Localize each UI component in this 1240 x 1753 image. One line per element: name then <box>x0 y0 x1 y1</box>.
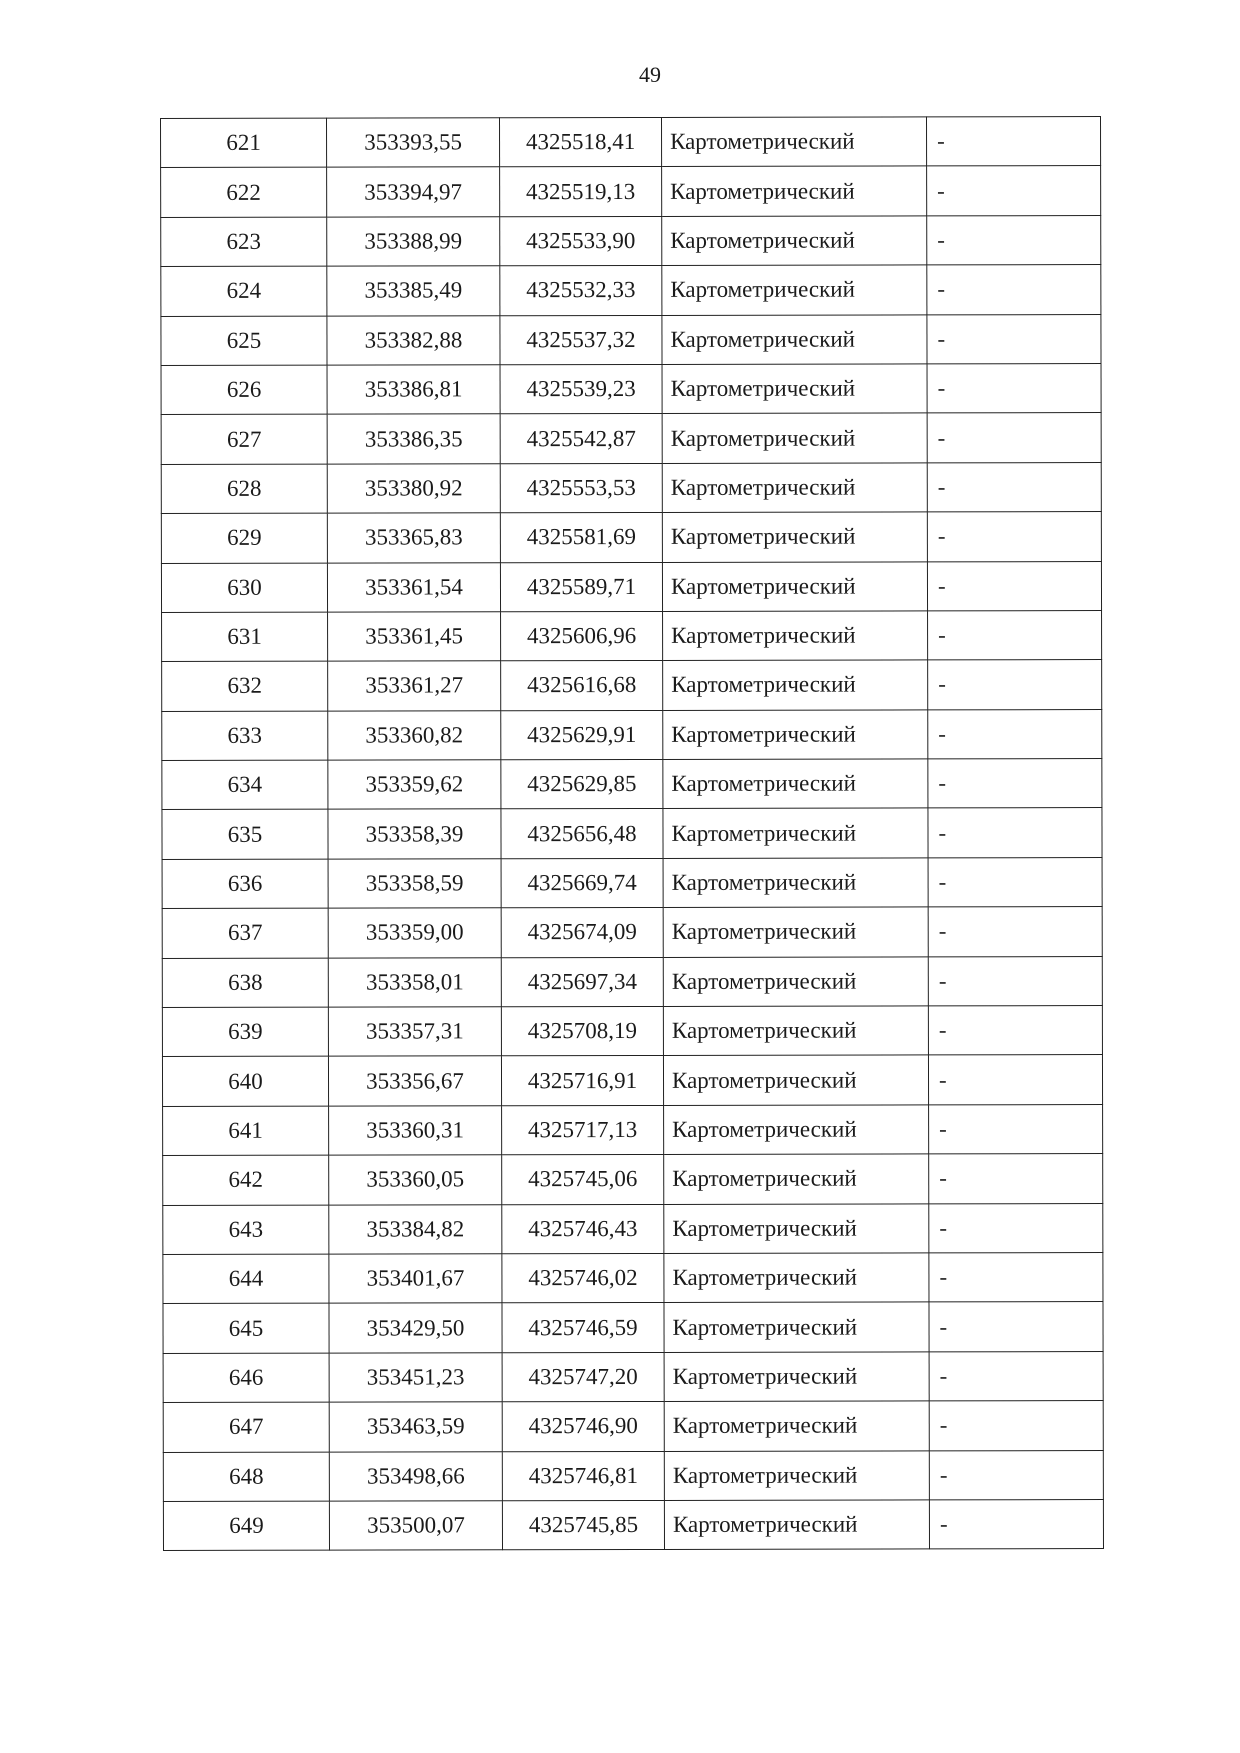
y-coordinate-cell: 4325745,06 <box>502 1155 664 1205</box>
note-cell: - <box>927 363 1101 413</box>
point-number-cell: 649 <box>163 1501 329 1551</box>
note-cell: - <box>929 1154 1103 1204</box>
note-cell: - <box>929 1253 1103 1303</box>
method-cell: Картометрический <box>662 364 927 414</box>
x-coordinate-cell: 353358,39 <box>328 809 501 859</box>
y-coordinate-cell: 4325537,32 <box>500 315 662 365</box>
x-coordinate-cell: 353401,67 <box>329 1254 502 1304</box>
method-cell: Картометрический <box>663 907 928 957</box>
x-coordinate-cell: 353380,92 <box>327 464 500 514</box>
y-coordinate-cell: 4325656,48 <box>501 809 663 859</box>
x-coordinate-cell: 353386,81 <box>327 365 500 415</box>
method-cell: Картометрический <box>664 1302 929 1352</box>
x-coordinate-cell: 353388,99 <box>327 217 500 267</box>
point-number-cell: 637 <box>162 908 328 958</box>
y-coordinate-cell: 4325606,96 <box>501 611 663 661</box>
method-cell: Картометрический <box>662 166 927 216</box>
x-coordinate-cell: 353498,66 <box>329 1451 502 1501</box>
x-coordinate-cell: 353451,23 <box>329 1353 502 1403</box>
table-row <box>161 413 1101 464</box>
table-row <box>162 808 1102 859</box>
x-coordinate-cell: 353356,67 <box>328 1056 501 1106</box>
y-coordinate-cell: 4325745,85 <box>502 1500 664 1550</box>
method-cell: Картометрический <box>664 1500 929 1550</box>
x-coordinate-cell: 353463,59 <box>329 1402 502 1452</box>
point-number-cell: 646 <box>163 1353 329 1403</box>
x-coordinate-cell: 353394,97 <box>327 167 500 217</box>
y-coordinate-cell: 4325629,91 <box>501 710 663 760</box>
note-cell: - <box>928 610 1102 660</box>
table-row <box>162 956 1102 1007</box>
y-coordinate-cell: 4325518,41 <box>500 117 662 167</box>
note-cell: - <box>929 1401 1103 1451</box>
method-cell: Картометрический <box>661 117 926 167</box>
note-cell: - <box>929 1203 1103 1253</box>
x-coordinate-cell: 353358,01 <box>328 957 501 1007</box>
point-number-cell: 643 <box>163 1205 329 1255</box>
note-cell: - <box>928 857 1102 907</box>
table-row <box>162 857 1102 908</box>
point-number-cell: 621 <box>161 118 327 168</box>
point-number-cell: 629 <box>161 513 327 563</box>
y-coordinate-cell: 4325539,23 <box>500 364 662 414</box>
y-coordinate-cell: 4325553,53 <box>500 463 662 513</box>
method-cell: Картометрический <box>662 463 927 513</box>
point-number-cell: 627 <box>161 414 327 464</box>
y-coordinate-cell: 4325746,81 <box>502 1451 664 1501</box>
point-number-cell: 641 <box>163 1106 329 1156</box>
method-cell: Картометрический <box>662 265 927 315</box>
table-row <box>161 265 1101 316</box>
point-number-cell: 626 <box>161 365 327 415</box>
table-row <box>163 1253 1103 1304</box>
y-coordinate-cell: 4325542,87 <box>500 414 662 464</box>
note-cell: - <box>928 956 1102 1006</box>
point-number-cell: 635 <box>162 810 328 860</box>
note-cell: - <box>926 117 1100 167</box>
point-number-cell: 630 <box>161 563 327 613</box>
table-row <box>163 1203 1103 1254</box>
y-coordinate-cell: 4325717,13 <box>502 1105 664 1155</box>
x-coordinate-cell: 353360,82 <box>328 710 501 760</box>
method-cell: Картометрический <box>663 1055 928 1105</box>
y-coordinate-cell: 4325532,33 <box>500 266 662 316</box>
y-coordinate-cell: 4325589,71 <box>500 562 662 612</box>
x-coordinate-cell: 353365,83 <box>327 513 500 563</box>
note-cell: - <box>929 1351 1103 1401</box>
coordinates-table <box>160 116 1104 1551</box>
method-cell: Картометрический <box>664 1154 929 1204</box>
note-cell: - <box>928 907 1102 957</box>
page-number: 49 <box>639 62 661 87</box>
method-cell: Картометрический <box>662 512 927 562</box>
note-cell: - <box>929 1450 1103 1500</box>
point-number-cell: 628 <box>161 464 327 514</box>
note-cell: - <box>928 709 1102 759</box>
point-number-cell: 644 <box>163 1254 329 1304</box>
x-coordinate-cell: 353386,35 <box>327 414 500 464</box>
x-coordinate-cell: 353393,55 <box>327 118 500 168</box>
x-coordinate-cell: 353360,31 <box>329 1106 502 1156</box>
note-cell: - <box>928 808 1102 858</box>
table-row <box>161 166 1101 217</box>
x-coordinate-cell: 353361,45 <box>328 612 501 662</box>
y-coordinate-cell: 4325629,85 <box>501 760 663 810</box>
x-coordinate-cell: 353359,00 <box>328 908 501 958</box>
x-coordinate-cell: 353429,50 <box>329 1303 502 1353</box>
y-coordinate-cell: 4325716,91 <box>501 1056 663 1106</box>
table-row <box>161 512 1101 563</box>
y-coordinate-cell: 4325674,09 <box>501 908 663 958</box>
point-number-cell: 638 <box>162 958 328 1008</box>
table-row <box>161 215 1101 266</box>
method-cell: Картометрический <box>663 1006 928 1056</box>
x-coordinate-cell: 353361,54 <box>327 562 500 612</box>
y-coordinate-cell: 4325747,20 <box>502 1352 664 1402</box>
note-cell: - <box>928 1006 1102 1056</box>
x-coordinate-cell: 353384,82 <box>329 1204 502 1254</box>
method-cell: Картометрический <box>662 216 927 266</box>
note-cell: - <box>927 314 1101 364</box>
table-row <box>163 1351 1103 1402</box>
point-number-cell: 632 <box>162 661 328 711</box>
table-row <box>163 1104 1103 1155</box>
table-row <box>161 314 1101 365</box>
point-number-cell: 625 <box>161 316 327 366</box>
note-cell: - <box>929 1499 1103 1549</box>
note-cell: - <box>927 512 1101 562</box>
method-cell: Картометрический <box>662 314 927 364</box>
method-cell: Картометрический <box>663 611 928 661</box>
table-row <box>162 1055 1102 1106</box>
y-coordinate-cell: 4325746,59 <box>502 1303 664 1353</box>
table-row <box>162 907 1102 958</box>
method-cell: Картометрический <box>663 759 928 809</box>
y-coordinate-cell: 4325581,69 <box>500 513 662 563</box>
method-cell: Картометрический <box>664 1450 929 1500</box>
x-coordinate-cell: 353500,07 <box>329 1501 502 1551</box>
y-coordinate-cell: 4325519,13 <box>500 167 662 217</box>
y-coordinate-cell: 4325616,68 <box>501 661 663 711</box>
table-row <box>162 660 1102 711</box>
table-row <box>163 1401 1103 1452</box>
table-row <box>163 1302 1103 1353</box>
note-cell: - <box>927 413 1101 463</box>
x-coordinate-cell: 353358,59 <box>328 859 501 909</box>
y-coordinate-cell: 4325697,34 <box>501 957 663 1007</box>
point-number-cell: 631 <box>162 612 328 662</box>
point-number-cell: 648 <box>163 1452 329 1502</box>
point-number-cell: 640 <box>162 1057 328 1107</box>
y-coordinate-cell: 4325708,19 <box>501 1006 663 1056</box>
point-number-cell: 634 <box>162 760 328 810</box>
method-cell: Картометрический <box>663 808 928 858</box>
y-coordinate-cell: 4325746,90 <box>502 1402 664 1452</box>
note-cell: - <box>928 1055 1102 1105</box>
table-row <box>162 1006 1102 1057</box>
y-coordinate-cell: 4325746,02 <box>502 1253 664 1303</box>
note-cell: - <box>927 166 1101 216</box>
y-coordinate-cell: 4325746,43 <box>502 1204 664 1254</box>
point-number-cell: 633 <box>162 711 328 761</box>
table-row <box>163 1154 1103 1205</box>
x-coordinate-cell: 353382,88 <box>327 315 500 365</box>
y-coordinate-cell: 4325669,74 <box>501 858 663 908</box>
table-row <box>162 709 1102 760</box>
note-cell: - <box>928 759 1102 809</box>
coordinates-table-body <box>161 117 1104 1551</box>
note-cell: - <box>927 215 1101 265</box>
method-cell: Картометрический <box>664 1352 929 1402</box>
table-row <box>162 759 1102 810</box>
table-row <box>162 610 1102 661</box>
note-cell: - <box>927 561 1101 611</box>
table-row <box>163 1450 1103 1501</box>
table-row <box>161 462 1101 513</box>
point-number-cell: 636 <box>162 859 328 909</box>
x-coordinate-cell: 353359,62 <box>328 760 501 810</box>
y-coordinate-cell: 4325533,90 <box>500 216 662 266</box>
x-coordinate-cell: 353357,31 <box>328 1007 501 1057</box>
method-cell: Картометрический <box>664 1105 929 1155</box>
table-row <box>161 117 1101 168</box>
note-cell: - <box>927 265 1101 315</box>
method-cell: Картометрический <box>663 957 928 1007</box>
method-cell: Картометрический <box>663 660 928 710</box>
method-cell: Картометрический <box>664 1401 929 1451</box>
table-row <box>161 561 1101 612</box>
x-coordinate-cell: 353360,05 <box>329 1155 502 1205</box>
note-cell: - <box>927 462 1101 512</box>
point-number-cell: 642 <box>163 1155 329 1205</box>
method-cell: Картометрический <box>662 561 927 611</box>
note-cell: - <box>928 660 1102 710</box>
method-cell: Картометрический <box>664 1253 929 1303</box>
method-cell: Картометрический <box>664 1203 929 1253</box>
method-cell: Картометрический <box>662 413 927 463</box>
point-number-cell: 624 <box>161 266 327 316</box>
method-cell: Картометрический <box>663 858 928 908</box>
point-number-cell: 623 <box>161 217 327 267</box>
x-coordinate-cell: 353361,27 <box>328 661 501 711</box>
point-number-cell: 645 <box>163 1304 329 1354</box>
method-cell: Картометрический <box>663 710 928 760</box>
point-number-cell: 639 <box>162 1007 328 1057</box>
point-number-cell: 622 <box>161 168 327 218</box>
x-coordinate-cell: 353385,49 <box>327 266 500 316</box>
note-cell: - <box>929 1104 1103 1154</box>
table-row <box>161 363 1101 414</box>
note-cell: - <box>929 1302 1103 1352</box>
point-number-cell: 647 <box>163 1402 329 1452</box>
table-row <box>163 1499 1103 1550</box>
